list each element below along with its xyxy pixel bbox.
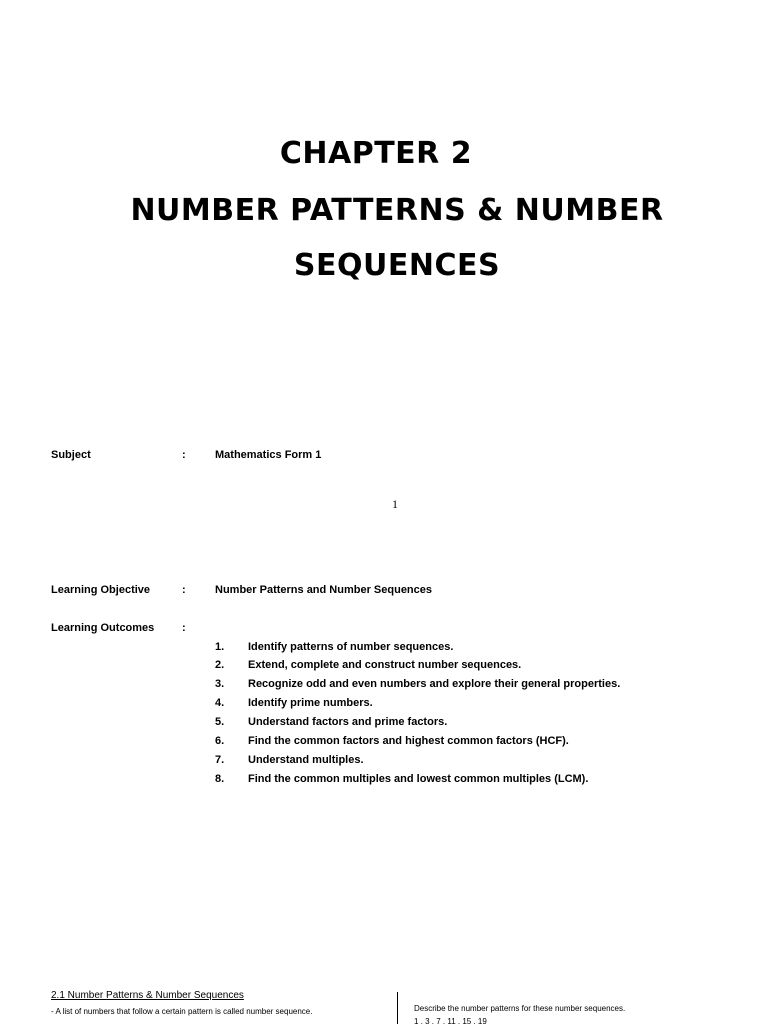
outcome-item xyxy=(215,716,447,728)
outcome-text: Identify patterns of number sequences. xyxy=(248,641,454,653)
outcome-text: Recognize odd and even numbers and explore their general properties. xyxy=(248,678,621,690)
outcome-number: 7. xyxy=(215,754,225,766)
exercise-instruction: Describe the number patterns for these number sequences. xyxy=(414,1004,626,1013)
outcome-number: 6. xyxy=(215,735,225,747)
page-number: 1 xyxy=(392,497,398,511)
outcome-item xyxy=(215,697,373,709)
section-heading: 2.1 Number Patterns & Number Sequences xyxy=(51,990,244,1001)
learning-outcomes-label: Learning Outcomes xyxy=(51,622,155,634)
outcome-text: Understand factors and prime factors. xyxy=(248,716,448,728)
outcome-number: 5. xyxy=(215,716,225,728)
learning-outcomes-colon: : xyxy=(182,622,186,634)
chapter-number-heading: CHAPTER 2 xyxy=(279,136,473,171)
chapter-title-line-1: NUMBER PATTERNS & NUMBER xyxy=(130,193,664,228)
outcome-item xyxy=(215,735,569,747)
outcome-number: 2. xyxy=(215,659,225,671)
outcome-text: Find the common factors and highest common factors (HCF). xyxy=(248,735,569,747)
outcome-item xyxy=(215,659,521,671)
outcome-text: Understand multiples. xyxy=(248,754,364,766)
outcome-item xyxy=(215,678,620,690)
section-definition-text: - A list of numbers that follow a certain pattern is called number sequence. xyxy=(51,1007,313,1016)
outcome-number: 3. xyxy=(215,678,225,690)
outcome-item xyxy=(215,754,364,766)
column-divider xyxy=(397,992,398,1024)
subject-value: Mathematics Form 1 xyxy=(215,449,322,461)
outcome-number: 8. xyxy=(215,773,225,785)
outcome-text: Extend, complete and construct number sequences. xyxy=(248,659,522,671)
learning-objective-colon: : xyxy=(182,584,186,596)
outcome-number: 1. xyxy=(215,641,225,653)
outcome-text: Identify prime numbers. xyxy=(248,697,373,709)
subject-label: Subject xyxy=(51,449,91,461)
learning-objective-value: Number Patterns and Number Sequences xyxy=(215,584,433,596)
chapter-title-line-2: SEQUENCES xyxy=(293,248,501,283)
learning-objective-label: Learning Objective xyxy=(51,584,151,596)
outcome-number: 4. xyxy=(215,697,225,709)
exercise-sequence: 1 , 3 , 7 , 11 , 15 , 19 xyxy=(414,1017,487,1024)
outcome-text: Find the common multiples and lowest common multiples (LCM). xyxy=(248,773,589,785)
outcome-item xyxy=(215,773,588,785)
subject-colon: : xyxy=(182,449,186,461)
outcome-item xyxy=(215,641,453,653)
